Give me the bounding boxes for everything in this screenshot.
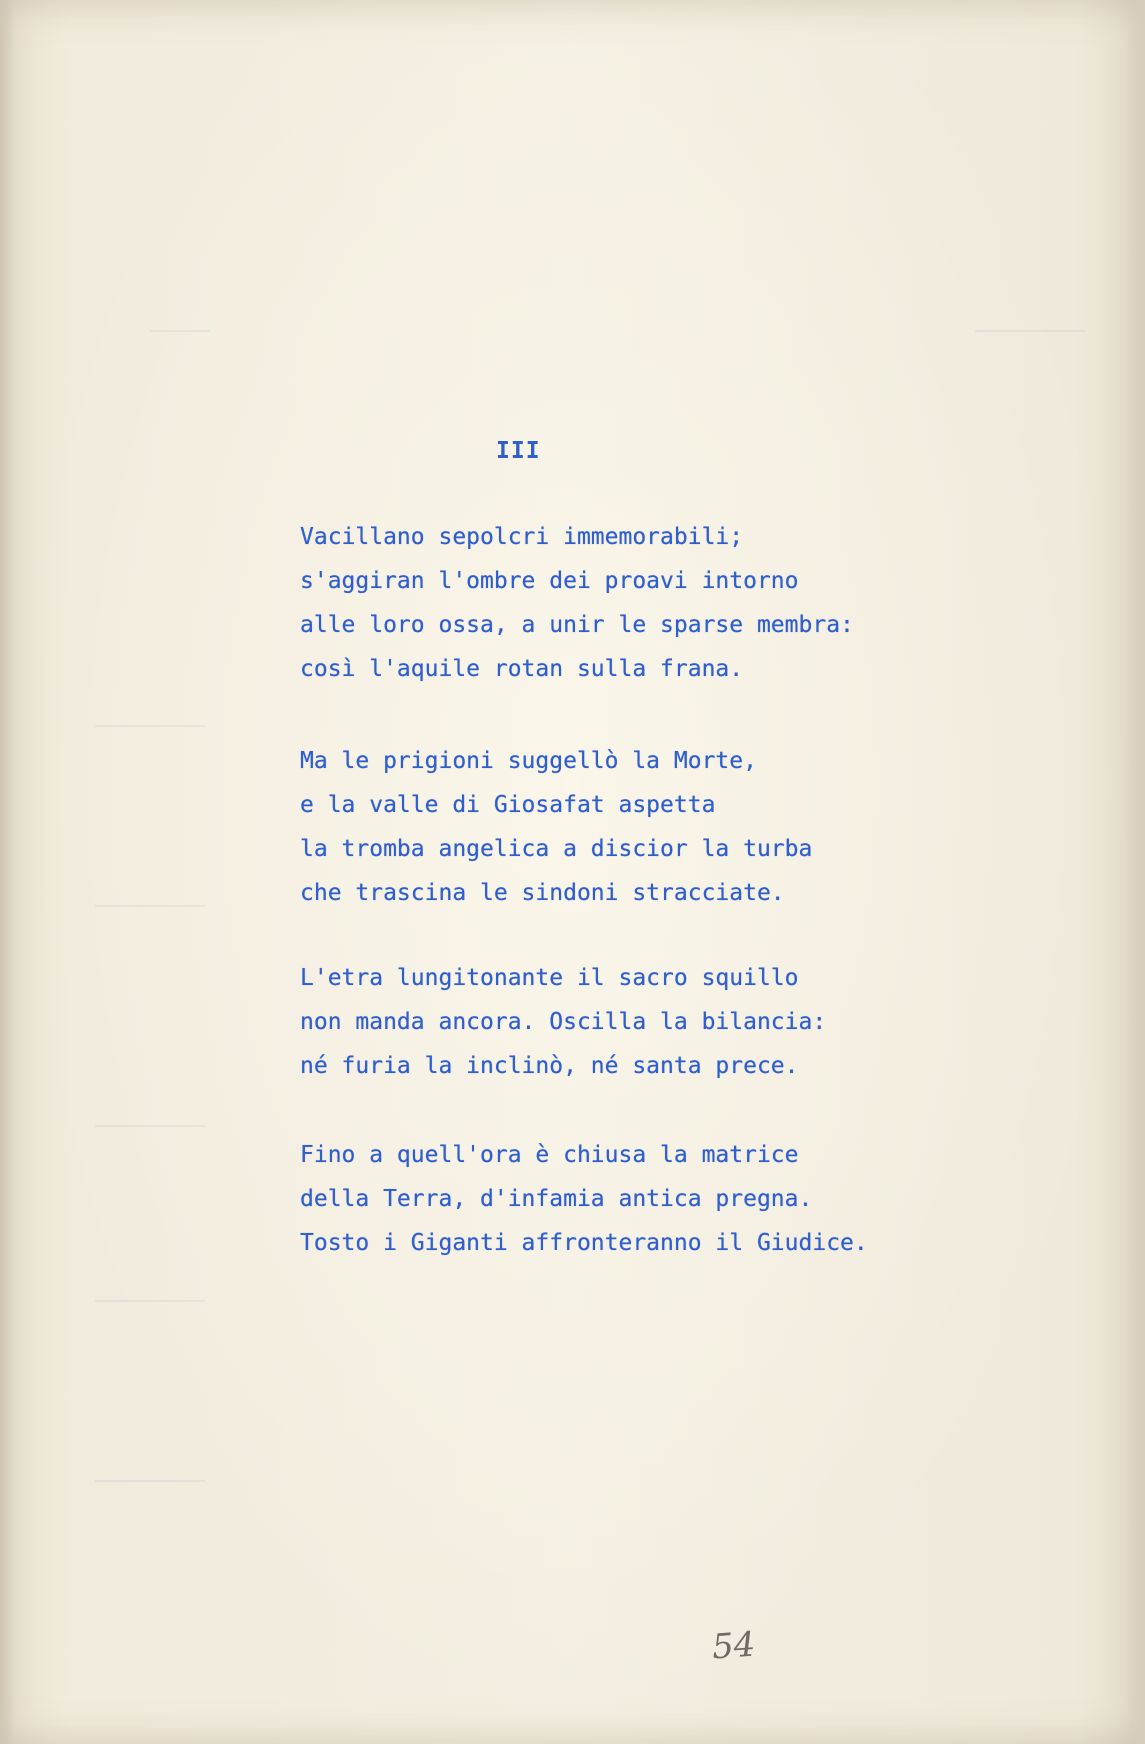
verse-line: Vacillano sepolcri immemorabili; (300, 524, 744, 550)
verse-line: e la valle di Giosafat aspetta (300, 792, 716, 818)
faint-ruling (95, 725, 205, 727)
paper-edge-left (0, 0, 14, 1744)
stanza-4 (300, 1133, 868, 1265)
stanza-2 (300, 739, 812, 915)
verse-line: alle loro ossa, a unir le sparse membra: (300, 612, 854, 638)
stanza-3 (300, 956, 826, 1088)
verse-line: così l'aquile rotan sulla frana. (300, 656, 744, 682)
faint-ruling (95, 1480, 205, 1482)
paper-edge-right (1127, 0, 1145, 1744)
verse-line: Fino a quell'ora è chiusa la matrice (300, 1142, 799, 1168)
verse-line: né furia la inclinò, né santa prece. (300, 1053, 799, 1079)
faint-ruling (150, 330, 210, 332)
section-numeral: III (496, 438, 541, 464)
faint-ruling (95, 1125, 205, 1127)
verse-line: la tromba angelica a discior la turba (300, 836, 813, 862)
faint-ruling (975, 330, 1085, 332)
verse-line: della Terra, d'infamia antica pregna. (300, 1186, 813, 1212)
faint-ruling (95, 905, 205, 907)
verse-line: s'aggiran l'ombre dei proavi intorno (300, 568, 799, 594)
verse-line: che trascina le sindoni stracciate. (300, 880, 785, 906)
page-number-pencil: 54 (710, 1624, 757, 1668)
verse-line: Ma le prigioni suggellò la Morte, (300, 748, 757, 774)
faint-ruling (95, 1300, 205, 1302)
verse-line: L'etra lungitonante il sacro squillo (300, 965, 799, 991)
stanza-1 (300, 515, 854, 691)
verse-line: Tosto i Giganti affronteranno il Giudice. (300, 1230, 868, 1256)
verse-line: non manda ancora. Oscilla la bilancia: (300, 1009, 827, 1035)
